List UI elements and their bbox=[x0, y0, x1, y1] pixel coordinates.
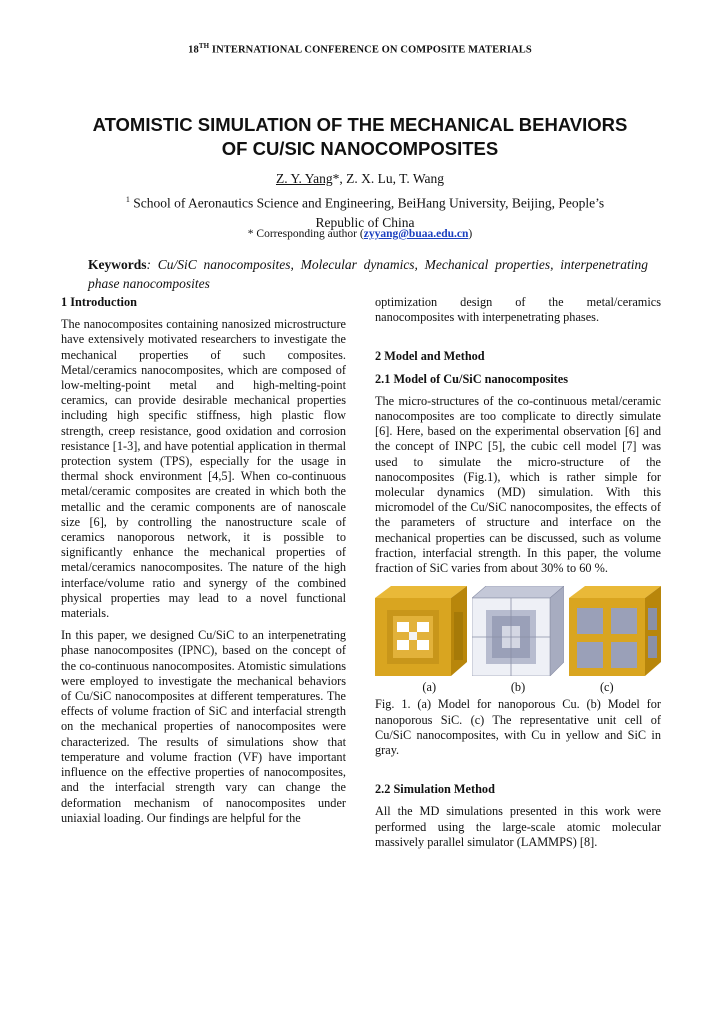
keywords-text: : Cu/SiC nanocomposites, Molecular dynamics, Mechanical properties, interpenetrating phase nanocomposites bbox=[88, 257, 648, 291]
title-line-2: OF CU/SIC NANOCOMPOSITES bbox=[221, 138, 499, 159]
corresponding-author bbox=[0, 228, 720, 240]
model-paragraph: The micro-structures of the co-continuous metal/ceramic nanocomposites are too complicate to directly simulate [6]. Here, based on the experimental observation [6] and the concept of INPC [5], the cubic cell model [7] was used to simulate the micro-structure of the nanocomposites (Fig.1), which is rather simple for molecular dynamics (MD) simulation. With this micromodel of the Cu/SiC nanocomposites, the effects of the parameters of structure and interface on the mechanical properties can be discussed, such as volume fraction, interfacial strength. In this paper, the volume fraction of SiC varies from about 30% to 60 %. bbox=[375, 393, 661, 576]
figure-1a-image bbox=[375, 586, 467, 676]
affiliation bbox=[100, 190, 630, 232]
affiliation-text: School of Aeronautics Science and Engineering, BeiHang University, Beijing, People’s Republic of China bbox=[129, 195, 605, 230]
email-link[interactable]: zyyang@buaa.edu.cn bbox=[363, 228, 469, 240]
corr-suffix: ) bbox=[468, 228, 473, 240]
intro-paragraph-1: The nanocomposites containing nanosized microstructure have extensively motivated researchers to investigate the mechanical properties of such composites. Metal/ceramics nanocomposites, which are composed of low-melting-point metal and high-melting-point ceramics, can provide desirable mechanical properties including high specific stiffness, high plastic flow strength, creep resistance, good oxidation and corrosion resistance [1-3], and have potential application in thermal protection system (TPS), especially for the usage in thermal shock environment [4,5]. When co-continuous metal/ceramic composites are created in which both the metallic and the ceramic components are of nanoscale size [6], by controlling the nanostructure scale of ceramics nanoporous network, it is possible to significantly enhance the mechanical properties of metal/ceramics nanocomposites. The nature of the high interface/volume ratio and synergy of the combined physical properties may lead to a novel functional materials. bbox=[61, 317, 346, 621]
title-line-1: ATOMISTIC SIMULATION OF THE MECHANICAL BEHAVIORS bbox=[92, 114, 628, 135]
figure-label-a: (a) bbox=[422, 680, 437, 695]
conference-header bbox=[0, 42, 720, 56]
simulation-paragraph: All the MD simulations presented in this work were performed using the large-scale atomic molecular massively parallel simulator (LAMMPS) [8]. bbox=[375, 804, 661, 849]
intro-continuation: optimization design of the metal/ceramics nanocomposites with interpenetrating phases. bbox=[375, 295, 661, 325]
paper-title bbox=[60, 113, 660, 161]
left-column bbox=[61, 295, 346, 826]
figure-label-c: (c) bbox=[599, 680, 614, 695]
other-authors: *, Z. X. Lu, T. Wang bbox=[332, 171, 445, 186]
header-prefix: 18 bbox=[188, 44, 199, 56]
section-2-heading: 2 Model and Method bbox=[375, 349, 485, 364]
figure-1-caption: Fig. 1. (a) Model for nanoporous Cu. (b) Model for nanoporous SiC. (c) The representative unit cell of Cu/SiC nanocomposites, with Cu in yellow and SiC in gray. bbox=[375, 697, 661, 758]
figure-label-b: (b) bbox=[510, 680, 526, 695]
figure-1 bbox=[375, 586, 661, 676]
header-sup: TH bbox=[198, 42, 210, 50]
affiliation-sup: 1 bbox=[125, 195, 130, 204]
intro-paragraph-2: In this paper, we designed Cu/SiC to an interpenetrating phase nanocomposites (IPNC), based on the concept of the co-continuous nanocomposites. Atomistic simulations were employed to investigate the mechanical behaviors of Cu/SiC nanocomposites at different temperatures. The effects of volume fraction of SiC and interfacial strength on the mechanical properties of nanocomposites were characterized. The results of simulations show that temperature and volume fraction (VF) have important influence on the effective properties of nanocomposites, and the interfacial strength vary can change the deformation mechanism of nanocomposites under uniaxial loading. Our findings are helpful for the bbox=[61, 628, 346, 825]
header-rest: INTERNATIONAL CONFERENCE ON COMPOSITE MATERIALS bbox=[209, 44, 532, 56]
keywords-lead: Keywords bbox=[88, 257, 147, 272]
subsection-2-1-heading: 2.1 Model of Cu/SiC nanocomposites bbox=[375, 371, 569, 386]
figure-1c-image bbox=[569, 586, 661, 676]
authors bbox=[0, 171, 720, 187]
keywords bbox=[88, 255, 648, 293]
figure-1b-image bbox=[472, 586, 564, 676]
section-1-heading: 1 Introduction bbox=[61, 295, 137, 309]
corr-prefix: * Corresponding author ( bbox=[247, 228, 364, 240]
subsection-2-2-heading: 2.2 Simulation Method bbox=[375, 782, 495, 797]
right-column bbox=[375, 295, 661, 850]
first-author: Z. Y. Yang bbox=[275, 171, 333, 186]
figure-1-labels bbox=[375, 676, 661, 695]
